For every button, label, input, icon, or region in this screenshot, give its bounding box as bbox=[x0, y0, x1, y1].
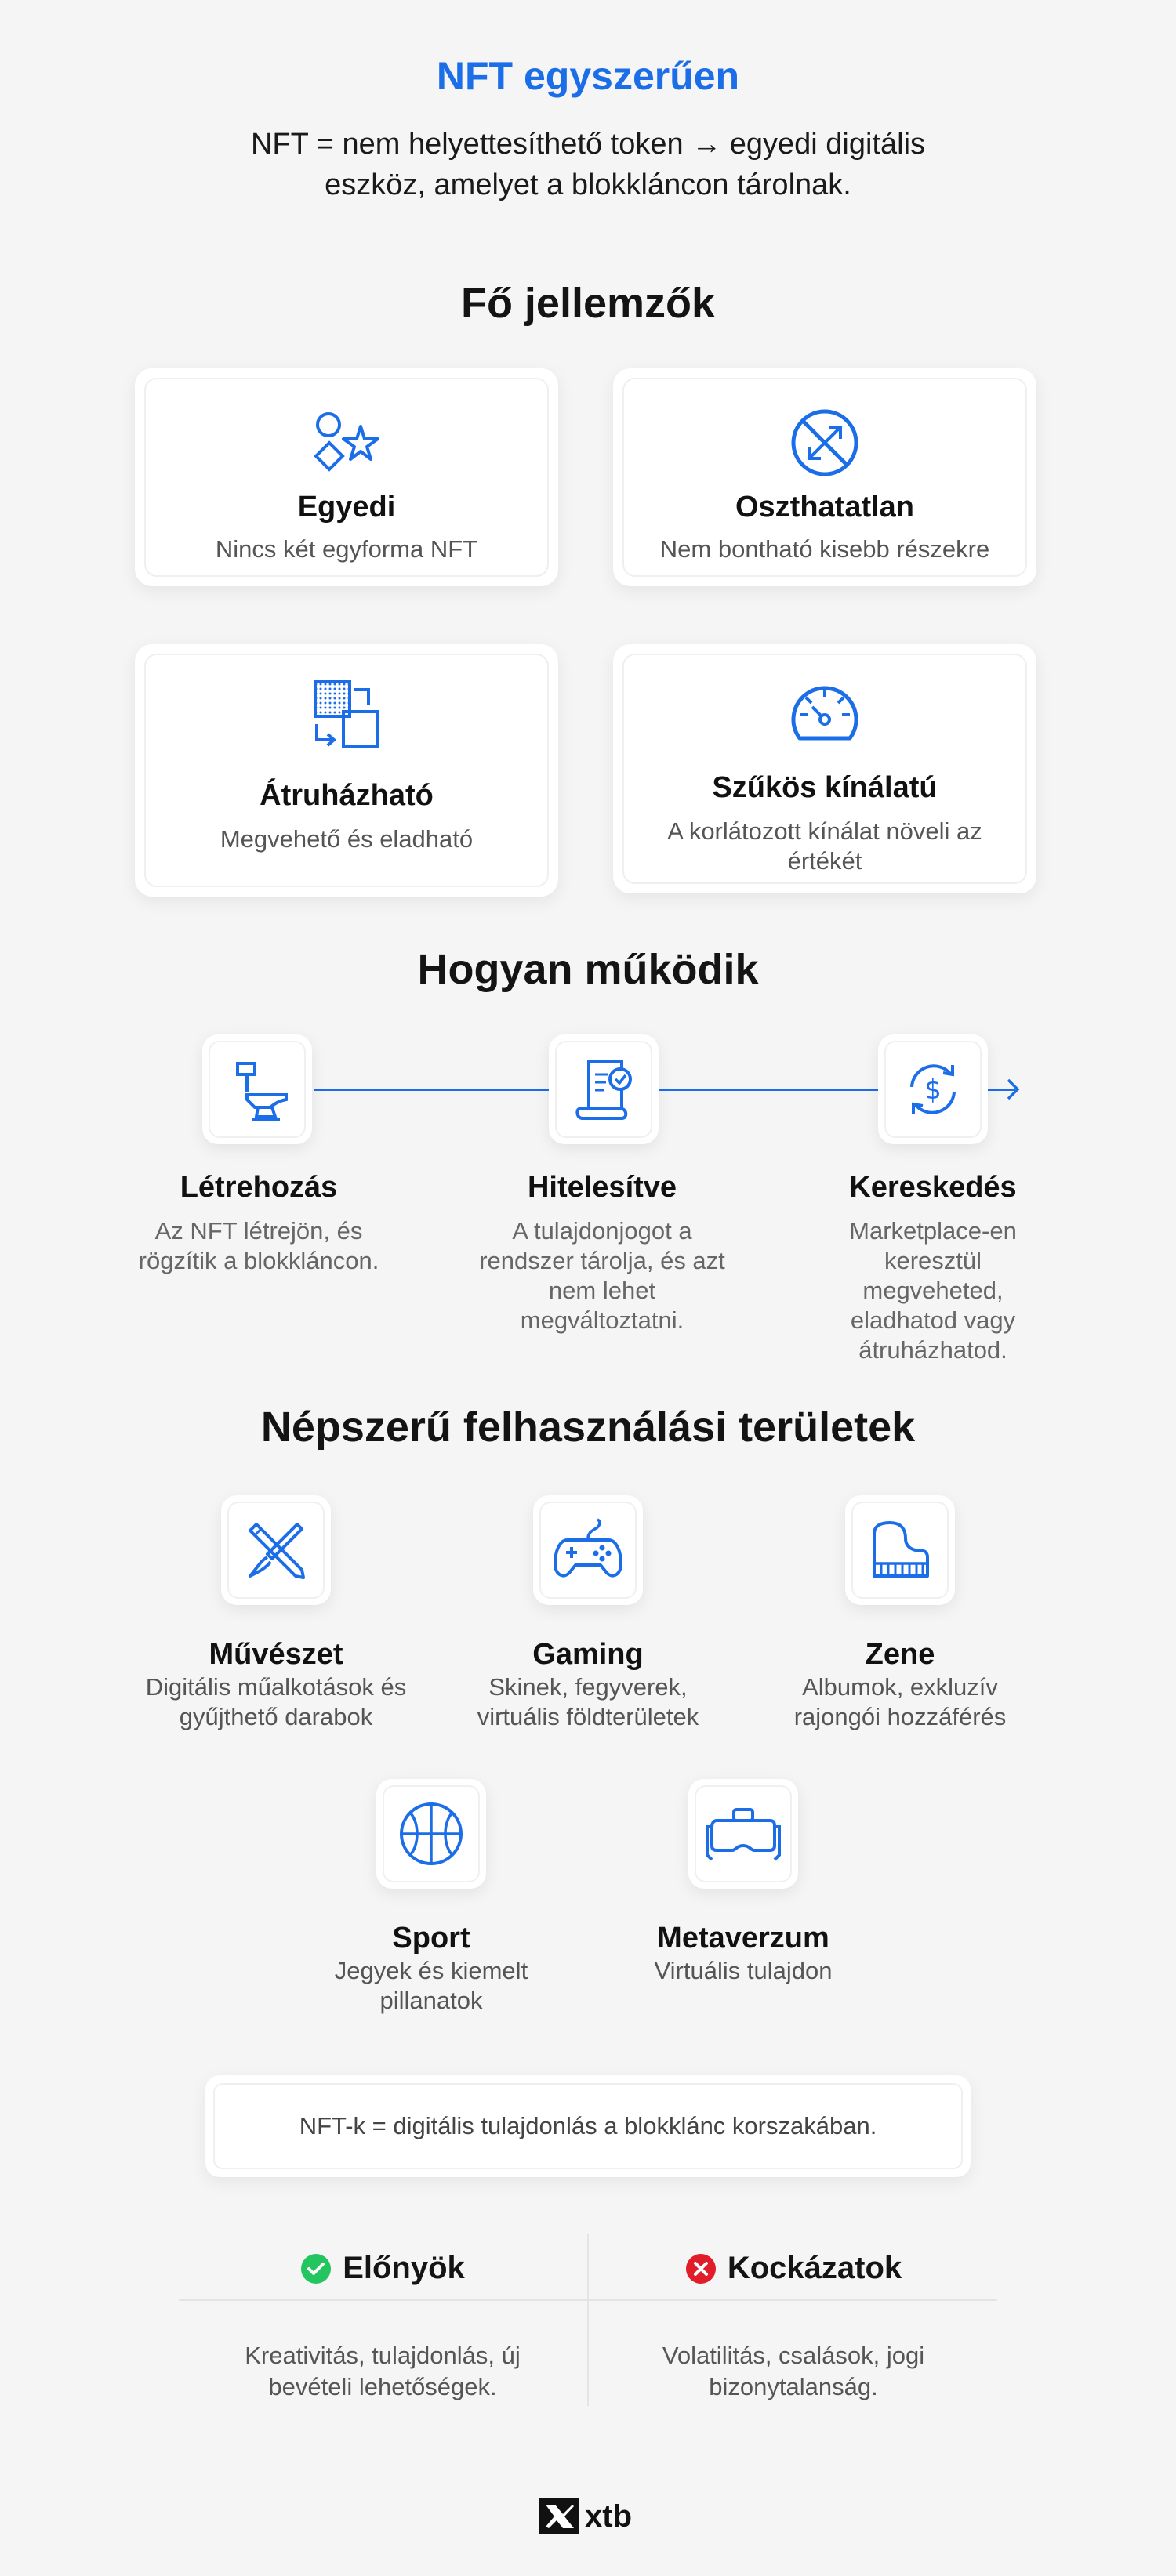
use-icon-box bbox=[845, 1495, 955, 1605]
use-desc: Jegyek és kiemelt pillanatok bbox=[334, 1957, 528, 2014]
x-circle-icon bbox=[685, 2253, 717, 2284]
summary-text: NFT-k = digitális tulajdonlás a blokklánc korszakában. bbox=[213, 2083, 963, 2169]
summary-box bbox=[205, 2075, 971, 2177]
dollar-cycle-icon bbox=[899, 1056, 967, 1123]
cons-heading bbox=[590, 2251, 997, 2286]
feature-card-unique bbox=[135, 368, 558, 586]
use-desc: Digitális műalkotások és gyűjthető darabok bbox=[145, 1673, 407, 1730]
feature-desc: Megvehető és eladható bbox=[220, 825, 474, 853]
check-circle-icon bbox=[300, 2253, 332, 2284]
use-icon-box bbox=[533, 1495, 643, 1605]
step-desc: Az NFT létrejön, és rögzítik a blokkláncon. bbox=[138, 1217, 379, 1274]
cons-desc: Volatilitás, csalások, jogi bizonytalanság. bbox=[662, 2342, 925, 2400]
cons-title: Kockázatok bbox=[727, 2251, 902, 2285]
pencil-brush-icon bbox=[242, 1516, 310, 1584]
basketball-icon bbox=[396, 1799, 466, 1869]
step-icon-box bbox=[549, 1034, 659, 1144]
page-subtitle: NFT = nem helyettesíthető token → egyedi digitális eszköz, amelyet a blokkláncon tárolnak. bbox=[250, 128, 926, 201]
use-icon-box bbox=[221, 1495, 331, 1605]
step-desc: Marketplace-en keresztül megveheted, eladhatod vagy átruházhatod. bbox=[849, 1217, 1017, 1364]
page-title: NFT egyszerűen bbox=[436, 54, 740, 98]
feature-card-indivisible bbox=[613, 368, 1036, 586]
use-title: Sport bbox=[392, 1922, 470, 1955]
divider bbox=[587, 2234, 589, 2406]
shapes-sparkle-icon bbox=[309, 409, 384, 476]
feature-title: Átruházható bbox=[260, 779, 434, 812]
vr-headset-icon bbox=[706, 1800, 781, 1868]
feature-title: Oszthatatlan bbox=[735, 491, 915, 524]
use-desc: Albumok, exkluzív rajongói hozzáférés bbox=[793, 1673, 1007, 1730]
use-title: Gaming bbox=[532, 1638, 644, 1671]
step-desc: A tulajdonjogot a rendszer tárolja, és azt nem lehet megváltoztatni. bbox=[479, 1217, 725, 1334]
step-icon-box bbox=[878, 1034, 988, 1144]
piano-icon bbox=[866, 1516, 934, 1584]
feature-title: Egyedi bbox=[297, 491, 396, 524]
uses-heading: Népszerű felhasználási területek bbox=[260, 1404, 916, 1451]
brand-name: xtb bbox=[585, 2498, 632, 2534]
xtb-logo-icon bbox=[539, 2498, 579, 2534]
hammer-anvil-icon bbox=[223, 1056, 291, 1123]
arrow-right-icon bbox=[1004, 1078, 1022, 1101]
transfer-squares-icon bbox=[309, 677, 384, 752]
feature-title: Szűkös kínálatú bbox=[712, 771, 938, 804]
no-split-arrows-icon bbox=[789, 408, 860, 478]
gauge-icon bbox=[789, 682, 861, 748]
pros-desc: Kreativitás, tulajdonlás, új bevételi lehetőségek. bbox=[245, 2342, 521, 2400]
feature-card-scarce bbox=[613, 644, 1036, 893]
step-icon-box bbox=[202, 1034, 312, 1144]
feature-desc: Nincs két egyforma NFT bbox=[215, 535, 478, 563]
step-connector bbox=[314, 1089, 549, 1091]
step-title: Kereskedés bbox=[849, 1171, 1017, 1204]
step-title: Hitelesítve bbox=[527, 1171, 677, 1204]
use-desc: Virtuális tulajdon bbox=[654, 1957, 833, 1984]
how-heading: Hogyan működik bbox=[417, 946, 759, 993]
use-title: Művészet bbox=[209, 1638, 343, 1671]
pros-title: Előnyök bbox=[343, 2251, 465, 2285]
features-heading: Fő jellemzők bbox=[460, 280, 716, 327]
use-desc: Skinek, fegyverek, virtuális földterületek bbox=[477, 1673, 699, 1730]
gamepad-icon bbox=[552, 1516, 624, 1584]
step-connector bbox=[659, 1089, 878, 1091]
svg-text:$: $ bbox=[924, 1074, 942, 1106]
use-icon-box bbox=[376, 1779, 486, 1889]
certificate-scroll-icon bbox=[570, 1056, 637, 1123]
brand-logo bbox=[539, 2498, 632, 2534]
use-icon-box bbox=[688, 1779, 798, 1889]
use-title: Zene bbox=[865, 1638, 935, 1671]
feature-desc: Nem bontható kisebb részekre bbox=[659, 535, 990, 563]
use-title: Metaverzum bbox=[657, 1922, 829, 1955]
feature-card-transferable bbox=[135, 644, 558, 897]
step-title: Létrehozás bbox=[180, 1171, 338, 1204]
pros-heading bbox=[179, 2251, 586, 2286]
feature-desc: A korlátozott kínálat növeli az értékét bbox=[667, 817, 982, 875]
